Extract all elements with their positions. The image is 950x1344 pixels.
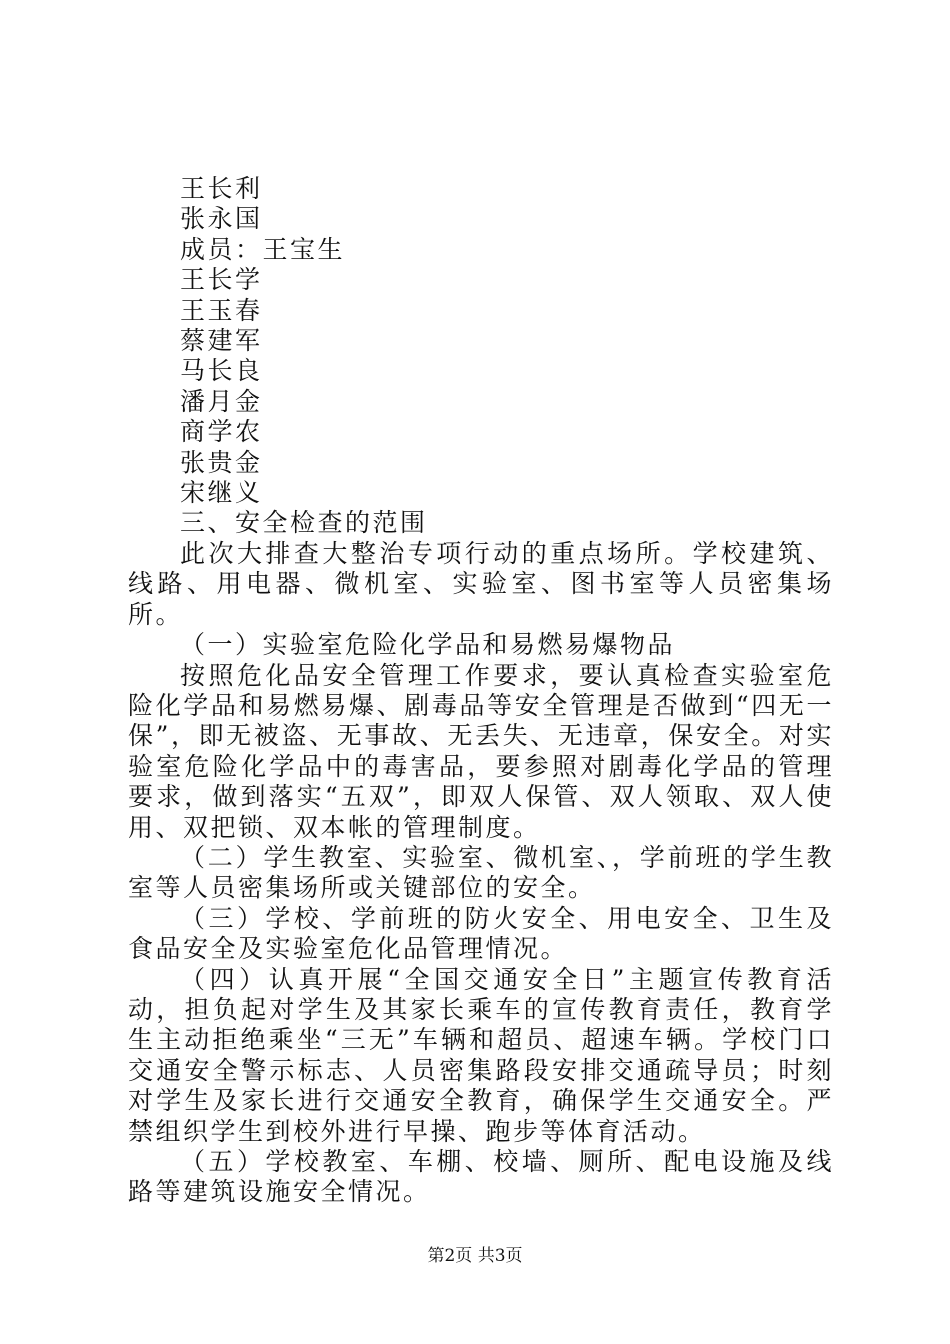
- member-name: 王长学: [180, 265, 263, 295]
- page-footer: 第2页 共3页: [427, 1246, 523, 1266]
- item-paragraph: （四）认真开展“全国交通安全日”主题宣传教育活动，担负起对学生及其家长乘车的宣传教育责任，教育学生主动拒绝乘坐“三无”车辆和超员、超速车辆。学校门口交通安全警示标志、人员密集路段安排交通疏导员；时刻对学生及家长进行交通安全教育，确保学生交通安全。严禁组织学生到校外进行早操、跑步等体育活动。: [128, 964, 834, 1146]
- member-name: 商学农: [180, 417, 263, 447]
- members-label: 成员：王宝生: [180, 234, 346, 264]
- item-paragraph: （五）学校教室、车棚、校墙、厕所、配电设施及线路等建筑设施安全情况。: [128, 1147, 834, 1207]
- member-name: 宋继义: [180, 478, 263, 508]
- member-name: 蔡建军: [180, 326, 263, 356]
- section-heading: 三、安全检查的范围: [180, 508, 428, 538]
- member-name: 王玉春: [180, 295, 263, 325]
- item-paragraph: （二）学生教室、实验室、微机室、，学前班的学生教室等人员密集场所或关键部位的安全。: [128, 842, 834, 903]
- document-body: [128, 174, 834, 1208]
- name-line: 王长利: [180, 174, 263, 203]
- item-heading: （一）实验室危险化学品和易燃易爆物品: [180, 630, 676, 660]
- section-intro-paragraph: 此次大排查大整治专项行动的重点场所。学校建筑、线路、用电器、微机室、实验室、图书室等人员密集场所。: [128, 538, 834, 629]
- item-paragraph: 按照危化品安全管理工作要求，要认真检查实验室危险化学品和易燃易爆、剧毒品等安全管理是否做到“四无一保”，即无被盗、无事故、无丢失、无违章，保安全。对实验室危险化学品中的毒害品，要参照对剧毒化学品的管理要求，做到落实“五双”，即双人保管、双人领取、双人使用、双把锁、双本帐的管理制度。: [128, 660, 834, 842]
- member-name: 马长良: [180, 356, 263, 386]
- item-paragraph: （三）学校、学前班的防火安全、用电安全、卫生及食品安全及实验室危化品管理情况。: [128, 903, 834, 964]
- name-line: 张永国: [180, 204, 263, 234]
- member-name: 张贵金: [180, 447, 263, 477]
- member-name: 潘月金: [180, 386, 263, 416]
